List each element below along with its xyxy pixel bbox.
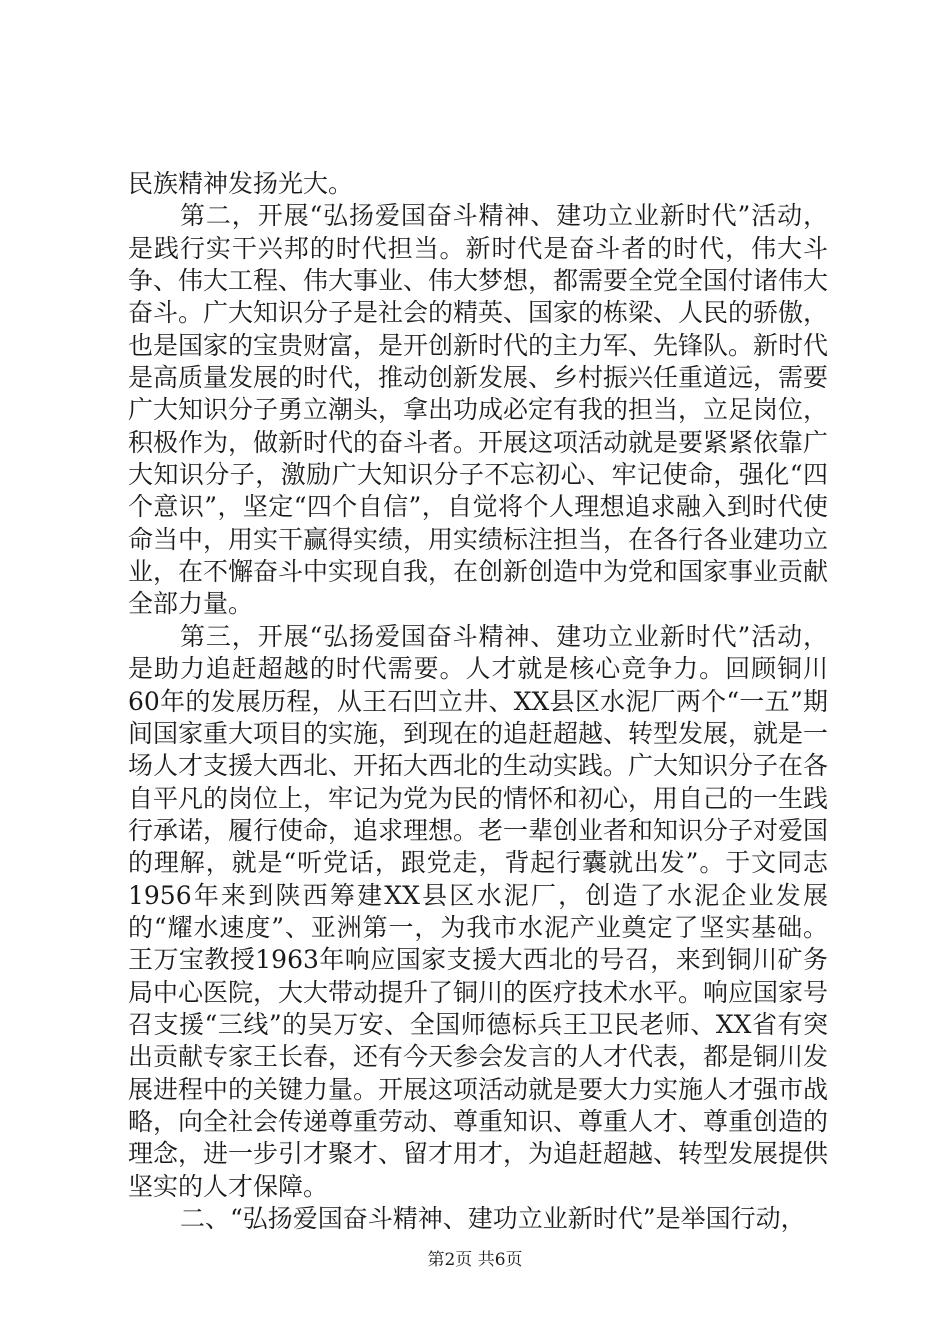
page-number-footer: 第2页 共6页 bbox=[427, 1250, 523, 1270]
paragraph-1: 民族精神发扬光大。 bbox=[128, 169, 354, 198]
paragraph-4: 二、“弘扬爱国奋斗精神、建功立业新时代”是举国行动， bbox=[180, 1204, 806, 1233]
paragraph-3: 第三，开展“弘扬爱国奋斗精神、建功立业新时代”活动，是助力追赶超越的时代需要。人才就是核心竞争力。回顾铜川60年的发展历程，从王石凹立井、XX县区水泥厂两个“一五”期间国家重大项目的实施，到现在的追赶超越、转型发展，就是一场人才支援大西北、开拓大西北的生动实践。广大知识分子在各自平凡的岗位上，牢记为党为民的情怀和初心，用自己的一生践行承诺，履行使命，追求理想。老一辈创业者和知识分子对爱国的理解，就是“听党话，跟党走，背起行囊就出发”。于文同志1956年来到陕西筹建XX县区水泥厂，创造了水泥企业发展的“耀水速度”、亚洲第一，为我市水泥产业奠定了坚实基础。王万宝教授1963年响应国家支援大西北的号召，来到铜川矿务局中心医院，大大带动提升了铜川的医疗技术水平。响应国家号召支援“三线”的吴万安、全国师德标兵王卫民老师、XX省有突出贡献专家王长春，还有今天参会发言的人才代表，都是铜川发展进程中的关键力量。开展这项活动就是要大力实施人才强市战略，向全社会传递尊重劳动、尊重知识、尊重人才、尊重创造的理念，进一步引才聚才、留才用才，为追赶超越、转型发展提供坚实的人才保障。 bbox=[128, 621, 829, 1201]
document-body bbox=[128, 168, 828, 1235]
paragraph-2: 第二，开展“弘扬爱国奋斗精神、建功立业新时代”活动，是践行实干兴邦的时代担当。新时代是奋斗者的时代，伟大斗争、伟大工程、伟大事业、伟大梦想，都需要全党全国付诸伟大奋斗。广大知识分子是社会的精英、国家的栋梁、人民的骄傲，也是国家的宝贵财富，是开创新时代的主力军、先锋队。新时代是高质量发展的时代，推动创新发展、乡村振兴任重道远，需要广大知识分子勇立潮头，拿出功成必定有我的担当，立足岗位，积极作为，做新时代的奋斗者。开展这项活动就是要紧紧依靠广大知识分子，激励广大知识分子不忘初心、牢记使命，强化“四个意识”，坚定“四个自信”，自觉将个人理想追求融入到时代使命当中，用实干赢得实绩，用实绩标注担当，在各行各业建功立业，在不懈奋斗中实现自我，在创新创造中为党和国家事业贡献全部力量。 bbox=[128, 201, 829, 619]
